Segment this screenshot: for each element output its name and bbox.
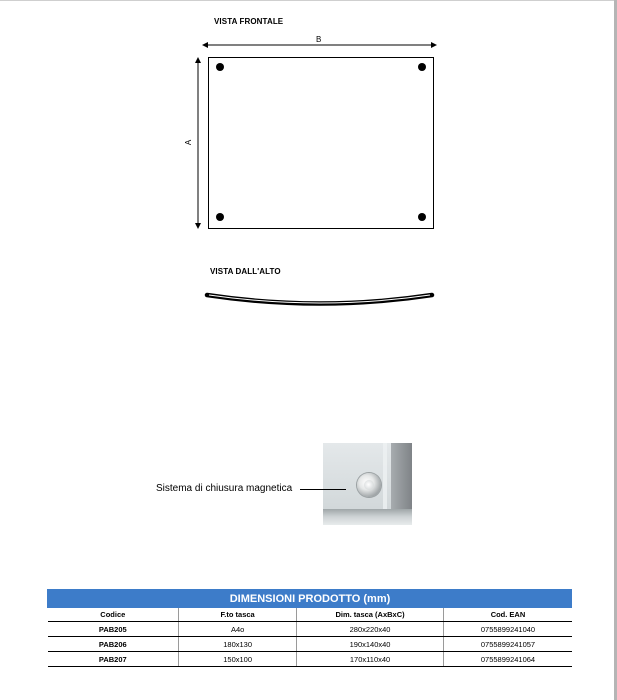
photo-edge xyxy=(323,509,412,525)
table-title-row xyxy=(48,590,573,608)
cell-ean: 0755899241057 xyxy=(443,637,572,652)
mounting-hole xyxy=(418,213,426,221)
cell-formato: 150x100 xyxy=(179,652,297,667)
width-dimension-arrow xyxy=(202,42,437,48)
height-dimension-label: A xyxy=(184,139,194,146)
width-dimension-label: B xyxy=(316,35,322,44)
cell-codice: PAB205 xyxy=(48,622,179,637)
front-view-title: VISTA FRONTALE xyxy=(214,17,284,26)
top-view-title: VISTA DALL'ALTO xyxy=(210,267,281,276)
table-row xyxy=(48,652,573,667)
front-panel-outline xyxy=(209,58,434,229)
table-row xyxy=(48,637,573,652)
table-title: DIMENSIONI PRODOTTO (mm) xyxy=(48,590,573,608)
cell-dimensioni: 280x220x40 xyxy=(297,622,444,637)
height-dimension-arrow xyxy=(195,57,201,229)
product-dimensions-table xyxy=(47,589,572,667)
cell-codice: PAB207 xyxy=(48,652,179,667)
table-row xyxy=(48,622,573,637)
cell-formato: 180x130 xyxy=(179,637,297,652)
callout-leader-line xyxy=(300,489,346,490)
mounting-hole xyxy=(418,63,426,71)
column-header: F.to tasca xyxy=(179,608,297,622)
magnetic-closure-photo xyxy=(323,443,412,525)
magnet-center xyxy=(364,480,374,490)
cell-codice: PAB206 xyxy=(48,637,179,652)
table-header-row xyxy=(48,608,573,622)
mounting-hole xyxy=(216,63,224,71)
cell-dimensioni: 170x110x40 xyxy=(297,652,444,667)
photo-panel xyxy=(323,443,391,509)
column-header: Codice xyxy=(48,608,179,622)
cell-ean: 0755899241040 xyxy=(443,622,572,637)
magnetic-closure-callout: Sistema di chiusura magnetica xyxy=(156,483,293,494)
mounting-hole xyxy=(216,213,224,221)
column-header: Dim. tasca (AxBxC) xyxy=(297,608,444,622)
cell-formato: A4o xyxy=(179,622,297,637)
cell-dimensioni: 190x140x40 xyxy=(297,637,444,652)
column-header: Cod. EAN xyxy=(443,608,572,622)
cell-ean: 0755899241064 xyxy=(443,652,572,667)
